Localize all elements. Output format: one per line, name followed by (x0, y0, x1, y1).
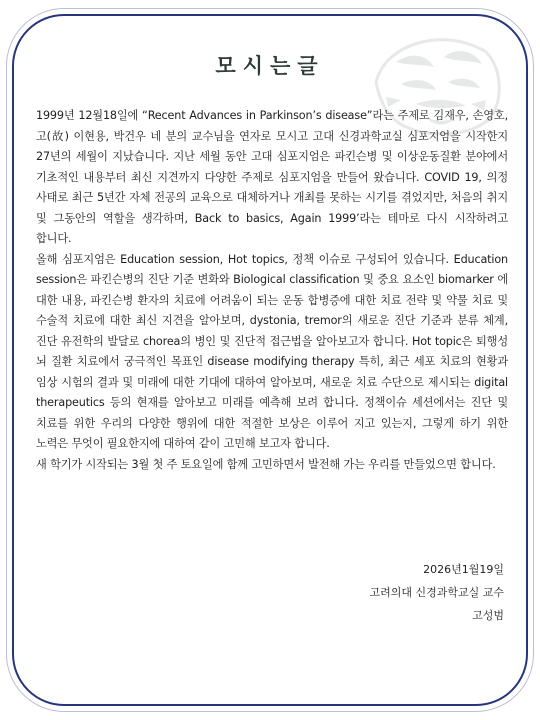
paragraph-intro: 1999년 12월18일에 “Recent Advances in Parkinson’s disease”라는 주제로 김재우, 손영호, 고(故) 이현용, 박건우 네 분의 교수님을 연자로 모시고 고대 신경과학교실 심포지엄을 시작한지 27년의 세월이 지났습니다. 지난 세월 동안 고대 심포지엄은 파킨슨병 및 이상운동질환 분야에서 기초적인 내용부터 최신 지견까지 다양한 주제로 심포지엄을 만들어 왔습니다. COVID 19, 의정 사태로 최근 5년간 자체 전공의 교육으로 대체하거나 개최를 못하는 시기를 겪었지만, 처음의 취지 및 그동안의 역할을 생각하며, Back to basics, Again 1999’라는 테마로 다시 시작하려고 합니다. (36, 109, 508, 245)
signature-block (369, 558, 504, 627)
paragraph-program: 올해 심포지엄은 Education session, Hot topics, 정책 이슈로 구성되어 있습니다. Education session은 파킨슨병의 진단 기준 변화와 Biological classification 및 중요 요소인 biomarker 에 대한 내용, 파킨슨병 환자의 치료에 어려움이 되는 운동 합병증에 대한 치료 전략 및 약물 치료 및 수술적 치료에 대한 최신 지견을 알아보며, dystonia, tremor의 새로운 진단 기준과 분류 체계, 진단 유전학의 발달로 chorea의 병인 및 진단적 접근법을 알아보고자 합니다. Hot topic은 퇴행성 뇌 질환 치료에서 궁극적인 목표인 disease modifying therapy 특히, 최근 세포 치료의 현황과 임상 시험의 결과 및 미래에 대한 기대에 대하여 알아보며, 새로운 치료 수단으로 제시되는 digital therapeutics 등의 현재를 알아보고 미래를 예측해 보려 합니다. 정책이슈 세션에서는 진단 및 치료를 위한 우리의 다양한 행위에 대한 적절한 보상은 이루어 지고 있는지, 그렇게 하기 위한 노력은 무엇이 필요한지에 대하여 같이 고민해 보고자 합니다. (36, 252, 508, 450)
page-title: 모시는글 (215, 54, 325, 78)
signature-name: 고성범 (472, 609, 504, 622)
paragraph-closing: 새 학기가 시작되는 3월 첫 주 토요일에 함께 고민하면서 발전해 가는 우리를 만들었으면 합니다. (36, 457, 496, 471)
letter-body (36, 106, 508, 475)
signature-date: 2026년1월19일 (423, 563, 504, 576)
signature-affiliation: 고려의대 신경과학교실 교수 (369, 586, 504, 599)
